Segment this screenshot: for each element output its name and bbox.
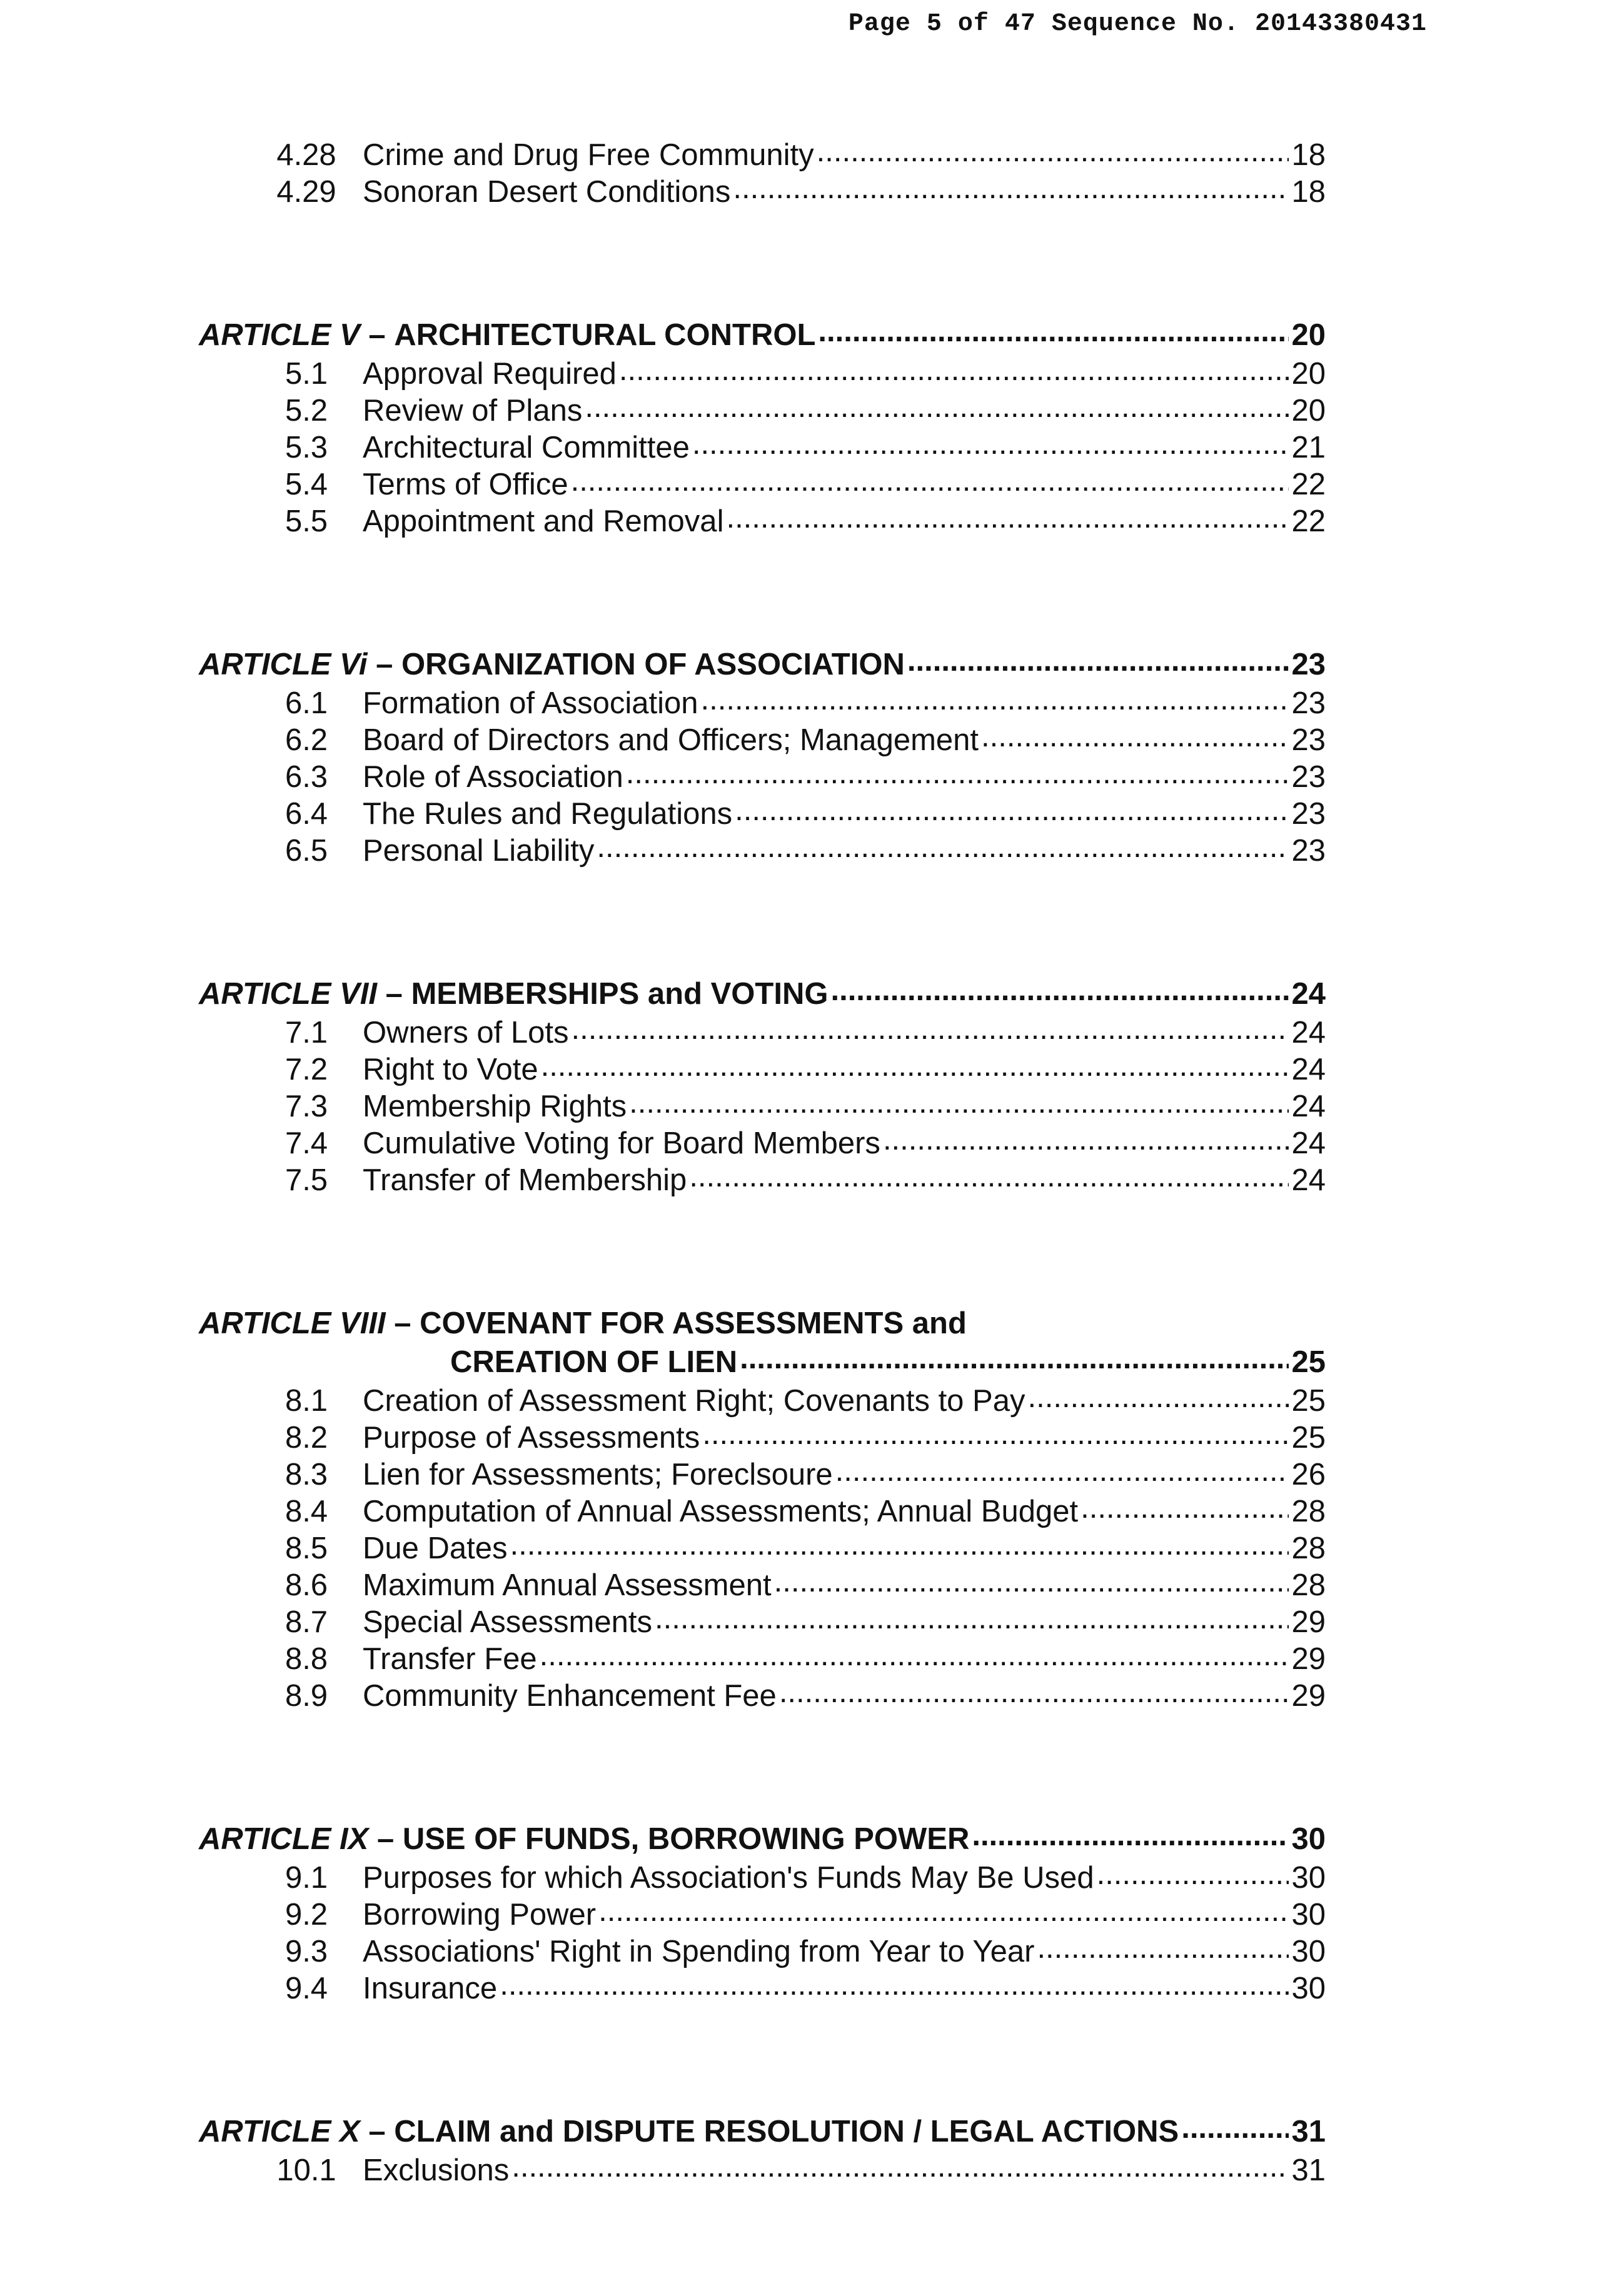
dot-leader — [541, 1048, 1289, 1083]
toc-entry — [199, 1494, 1326, 1531]
entry-title: Right to Vote — [363, 1053, 538, 1086]
toc-entry — [199, 2153, 1326, 2190]
entry-number: 8.1 — [285, 1384, 328, 1418]
entry-number: 8.7 — [285, 1605, 328, 1639]
entry-title: Sonoran Desert Conditions — [363, 175, 731, 209]
entry-title: Appointment and Removal — [363, 504, 724, 538]
entry-page: 30 — [1291, 1861, 1326, 1895]
entry-number: 9.3 — [285, 1935, 328, 1968]
entry-number: 9.4 — [285, 1972, 328, 2005]
entry-page: 25 — [1291, 1384, 1326, 1418]
dot-leader — [1097, 1857, 1289, 1892]
dot-leader — [511, 2149, 1289, 2184]
article-label: ARTICLE Vi — [199, 648, 368, 681]
article-page: 24 — [1291, 977, 1326, 1011]
entry-page: 30 — [1291, 1972, 1326, 2005]
article-heading: ARTICLE X – CLAIM and DISPUTE RESOLUTION / LEGAL ACTIONS ..... 31 — [199, 2114, 1326, 2153]
entry-number: 7.4 — [285, 1126, 328, 1160]
entry-title: Purposes for which Association's Funds May Be Used — [363, 1861, 1094, 1895]
toc-entry — [199, 759, 1326, 796]
entry-title: Maximum Annual Assessment — [363, 1568, 772, 1602]
entry-page: 24 — [1291, 1053, 1326, 1086]
toc-entry — [199, 138, 1326, 174]
entry-number: 8.8 — [285, 1642, 328, 1676]
toc-section-article-v — [0, 318, 1602, 541]
entry-number: 5.5 — [285, 504, 328, 538]
dot-leader — [972, 1818, 1289, 1853]
dot-leader — [1037, 1930, 1289, 1965]
article-page: 31 — [1291, 2115, 1326, 2148]
entry-page: 18 — [1291, 175, 1326, 209]
entry-title: Insurance — [363, 1972, 498, 2005]
toc-entry — [199, 723, 1326, 759]
toc-entry — [199, 1678, 1326, 1715]
entry-title: Cumulative Voting for Board Members — [363, 1126, 880, 1160]
toc-entry — [199, 1531, 1326, 1568]
entry-number: 8.5 — [285, 1532, 328, 1565]
dot-leader — [818, 314, 1289, 349]
toc-entry — [199, 1163, 1326, 1200]
article-heading: ARTICLE VII – MEMBERSHIPS and VOTING ..... 24 — [199, 976, 1326, 1015]
entry-page: 29 — [1291, 1605, 1326, 1639]
dot-leader — [883, 1122, 1289, 1157]
entry-number: 5.4 — [285, 468, 328, 501]
dot-leader — [629, 1085, 1289, 1120]
toc-section-article-ix — [0, 1822, 1602, 2008]
dot-leader — [735, 793, 1289, 828]
entry-page: 28 — [1291, 1495, 1326, 1528]
entry-title: Board of Directors and Officers; Management — [363, 723, 979, 757]
entry-page: 22 — [1291, 468, 1326, 501]
entry-title: Computation of Annual Assessments; Annual Budget — [363, 1495, 1079, 1528]
dot-leader — [597, 830, 1289, 865]
toc-entry — [199, 467, 1326, 504]
entry-page: 24 — [1291, 1126, 1326, 1160]
entry-title: Borrowing Power — [363, 1898, 597, 1932]
entry-page: 23 — [1291, 723, 1326, 757]
entry-title: Lien for Assessments; Foreclsoure — [363, 1458, 833, 1491]
dot-leader — [702, 1416, 1289, 1451]
entry-number: 7.1 — [285, 1016, 328, 1050]
toc-entry — [199, 1568, 1326, 1605]
dot-leader — [779, 1675, 1289, 1710]
dot-leader — [981, 719, 1289, 754]
dot-leader — [510, 1527, 1289, 1562]
article-page: 25 — [1291, 1345, 1326, 1379]
entry-page: 30 — [1291, 1935, 1326, 1968]
entry-page: 30 — [1291, 1898, 1326, 1932]
article-title: CLAIM and DISPUTE RESOLUTION / LEGAL ACTIONS — [394, 2115, 1179, 2148]
entry-number: 6.2 — [285, 723, 328, 757]
article-title: MEMBERSHIPS and VOTING — [411, 977, 829, 1011]
article-title: USE OF FUNDS, BORROWING POWER — [402, 1822, 970, 1856]
dot-leader — [733, 171, 1289, 206]
entry-number: 7.3 — [285, 1090, 328, 1123]
dot-leader — [830, 973, 1289, 1008]
entry-title: Terms of Office — [363, 468, 568, 501]
dot-leader — [1181, 2110, 1289, 2145]
page-header: Page 5 of 47 Sequence No. 20143380431 — [848, 10, 1427, 38]
entry-number: 6.3 — [285, 760, 328, 794]
toc-entry — [199, 1642, 1326, 1678]
entry-page: 20 — [1291, 394, 1326, 428]
toc-entry — [199, 430, 1326, 467]
entry-title: Membership Rights — [363, 1090, 627, 1123]
entry-page: 23 — [1291, 686, 1326, 720]
article-heading: ARTICLE Vi – ORGANIZATION OF ASSOCIATION ..... 23 — [199, 647, 1326, 686]
article-label: ARTICLE VII — [199, 977, 377, 1011]
entry-number: 8.6 — [285, 1568, 328, 1602]
article-title: COVENANT FOR ASSESSMENTS and — [420, 1306, 967, 1340]
article-heading: ARTICLE V – ARCHITECTURAL CONTROL ..... 20 — [199, 318, 1326, 356]
entry-page: 22 — [1291, 504, 1326, 538]
entry-number: 5.2 — [285, 394, 328, 428]
article-page: 30 — [1291, 1822, 1326, 1856]
dot-leader — [571, 463, 1289, 498]
dot-leader — [585, 389, 1289, 424]
toc-entry — [199, 1897, 1326, 1934]
entry-page: 29 — [1291, 1642, 1326, 1676]
toc-section-article-x — [0, 2114, 1602, 2190]
entry-number: 5.1 — [285, 357, 328, 391]
article-title: ORGANIZATION OF ASSOCIATION — [401, 648, 905, 681]
article-label: ARTICLE X — [199, 2115, 360, 2148]
article-label: ARTICLE IX — [199, 1822, 369, 1856]
entry-page: 28 — [1291, 1532, 1326, 1565]
dot-leader — [774, 1564, 1289, 1599]
dot-leader — [572, 1011, 1289, 1046]
entry-title: Role of Association — [363, 760, 623, 794]
entry-title: Review of Plans — [363, 394, 583, 428]
entry-page: 23 — [1291, 834, 1326, 868]
toc-entry — [199, 833, 1326, 870]
dot-leader — [626, 756, 1289, 791]
dot-leader — [689, 1159, 1289, 1194]
entry-title: Special Assessments — [363, 1605, 652, 1639]
toc-entry — [199, 174, 1326, 211]
entry-title: Community Enhancement Fee — [363, 1679, 777, 1713]
toc-entry — [199, 1457, 1326, 1494]
toc-entry — [199, 1934, 1326, 1971]
entry-number: 8.4 — [285, 1495, 328, 1528]
entry-number: 8.2 — [285, 1421, 328, 1455]
toc-entry — [199, 686, 1326, 723]
toc-entry — [199, 1052, 1326, 1089]
entry-title: Architectural Committee — [363, 431, 690, 464]
entry-number: 10.1 — [276, 2153, 336, 2187]
dot-leader — [1081, 1490, 1289, 1525]
dot-leader — [692, 426, 1289, 461]
entry-page: 28 — [1291, 1568, 1326, 1602]
entry-number: 7.5 — [285, 1163, 328, 1197]
dot-leader — [619, 353, 1289, 388]
entry-number: 4.29 — [276, 175, 336, 209]
article-title: ARCHITECTURAL CONTROL — [394, 318, 816, 352]
dot-leader — [598, 1893, 1289, 1928]
entry-page: 18 — [1291, 138, 1326, 172]
entry-title: Creation of Assessment Right; Covenants to Pay — [363, 1384, 1025, 1418]
article-heading: ARTICLE IX – USE OF FUNDS, BORROWING POWER ..... 30 — [199, 1822, 1326, 1860]
entry-title: Personal Liability — [363, 834, 595, 868]
dot-leader — [500, 1967, 1289, 2002]
toc-entry — [199, 356, 1326, 393]
dot-leader — [817, 134, 1289, 169]
toc-entry — [199, 1860, 1326, 1897]
dot-leader — [701, 682, 1289, 717]
toc-entry — [199, 1971, 1326, 2008]
entry-number: 8.9 — [285, 1679, 328, 1713]
entry-number: 9.1 — [285, 1861, 328, 1895]
entry-title: Exclusions — [363, 2153, 510, 2187]
dot-leader — [1027, 1380, 1289, 1415]
article-label: ARTICLE V — [199, 318, 360, 352]
entry-number: 6.5 — [285, 834, 328, 868]
toc-entry — [199, 1420, 1326, 1457]
entry-title: Purpose of Assessments — [363, 1421, 700, 1455]
entry-title: Crime and Drug Free Community — [363, 138, 814, 172]
toc-entry — [199, 1605, 1326, 1642]
entry-page: 20 — [1291, 357, 1326, 391]
entry-title: Due Dates — [363, 1532, 508, 1565]
entry-page: 26 — [1291, 1458, 1326, 1491]
entry-title: Owners of Lots — [363, 1016, 569, 1050]
entry-number: 7.2 — [285, 1053, 328, 1086]
dot-leader — [740, 1341, 1289, 1376]
entry-page: 24 — [1291, 1016, 1326, 1050]
entry-number: 9.2 — [285, 1898, 328, 1932]
entry-number: 6.4 — [285, 797, 328, 831]
table-of-contents — [0, 138, 1602, 2296]
entry-page: 24 — [1291, 1163, 1326, 1197]
dot-leader — [835, 1453, 1289, 1488]
entry-page: 23 — [1291, 760, 1326, 794]
entry-title: Formation of Association — [363, 686, 698, 720]
toc-entry — [199, 1015, 1326, 1052]
dot-leader — [655, 1601, 1289, 1636]
entry-number: 5.3 — [285, 431, 328, 464]
article-label: ARTICLE VIII — [199, 1306, 386, 1340]
entry-title: Associations' Right in Spending from Year to Year — [363, 1935, 1035, 1968]
toc-section-article-viii — [0, 1306, 1602, 1715]
dot-leader — [726, 500, 1289, 535]
toc-entry — [199, 796, 1326, 833]
entry-page: 21 — [1291, 431, 1326, 464]
toc-entry — [199, 393, 1326, 430]
toc-entry — [199, 1383, 1326, 1420]
article-heading: ARTICLE VIII – COVENANT FOR ASSESSMENTS and CREATION OF LIEN ..... 25 — [199, 1306, 1326, 1383]
dot-leader — [907, 643, 1289, 678]
entry-page: 23 — [1291, 797, 1326, 831]
article-title-line2: CREATION OF LIEN — [450, 1345, 738, 1379]
dot-leader — [540, 1638, 1289, 1673]
entry-page: 31 — [1291, 2153, 1326, 2187]
entry-title: Transfer Fee — [363, 1642, 537, 1676]
entry-title: The Rules and Regulations — [363, 797, 733, 831]
entry-title: Transfer of Membership — [363, 1163, 687, 1197]
entry-page: 24 — [1291, 1090, 1326, 1123]
article-page: 23 — [1291, 648, 1326, 681]
toc-section-article-iv-continued — [0, 138, 1602, 211]
entry-number: 8.3 — [285, 1458, 328, 1491]
entry-number: 6.1 — [285, 686, 328, 720]
toc-entry — [199, 1089, 1326, 1126]
toc-section-article-vii — [0, 976, 1602, 1200]
entry-page: 25 — [1291, 1421, 1326, 1455]
toc-entry — [199, 504, 1326, 541]
toc-entry — [199, 1126, 1326, 1163]
entry-title: Approval Required — [363, 357, 617, 391]
toc-section-article-vi — [0, 647, 1602, 870]
entry-page: 29 — [1291, 1679, 1326, 1713]
article-page: 20 — [1291, 318, 1326, 352]
entry-number: 4.28 — [276, 138, 336, 172]
